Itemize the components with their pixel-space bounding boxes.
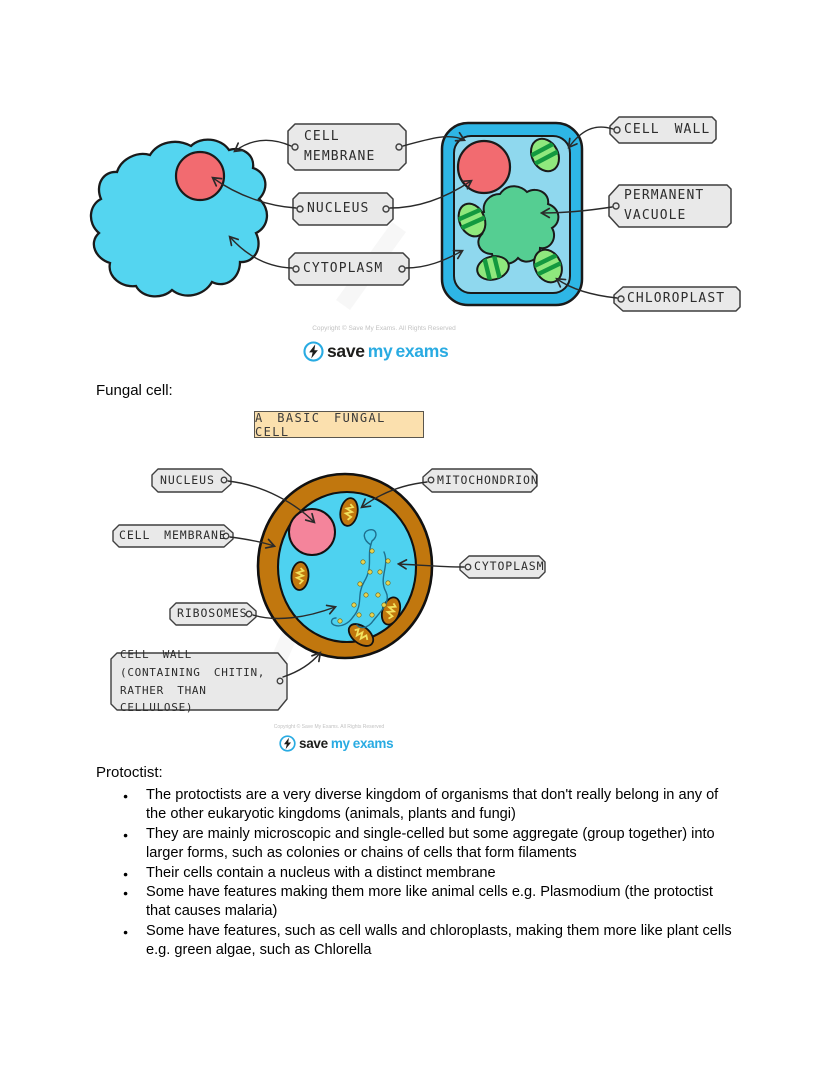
plant-cell <box>442 123 582 305</box>
copyright-line: Copyright © Save My Exams. All Rights Reserved <box>273 724 385 730</box>
logo-word-save: save <box>327 341 365 361</box>
logo-word-exams: exams <box>395 341 449 361</box>
fungal-label-cytoplasm: CYTOPLASM <box>474 559 545 574</box>
logo-word-exams: exams <box>352 736 394 751</box>
lightning-bolt-icon <box>303 341 324 362</box>
protoctist-heading: Protoctist: <box>96 764 163 781</box>
label-permanent-vacuole: PERMANENT VACUOLE <box>624 187 705 223</box>
label-cytoplasm: CYTOPLASM <box>303 260 384 276</box>
lightning-bolt-icon <box>279 735 296 752</box>
fungal-cell <box>258 474 432 658</box>
label-cell-wall: CELL WALL <box>624 121 711 137</box>
fungal-label-cell-wall: CELL WALL (CONTAINING CHITIN, RATHER THAN CELLULOSE) <box>120 647 266 715</box>
protoctist-bullet-list <box>122 786 737 961</box>
label-cell-membrane: CELL MEMBRANE <box>304 128 376 164</box>
fungal-nucleus <box>289 509 335 555</box>
logo-word-save: save <box>299 736 328 751</box>
label-nucleus: NUCLEUS <box>307 200 370 216</box>
list-item: ● Some have features, such as cell walls and chloroplasts, making them more like plant cells e.g. green algae, such as Chlorella <box>122 922 737 961</box>
fungal-label-ribosomes: RIBOSOMES <box>177 606 248 621</box>
list-item: ● The protoctists are a very diverse kingdom of organisms that don't really belong in any of the other eukaryotic kingdoms (animals, plants and fungi) <box>122 786 737 825</box>
plant-nucleus <box>458 141 510 193</box>
logo-word-my: my <box>367 341 393 361</box>
fungal-label-mitochondrion: MITOCHONDRION <box>437 472 539 487</box>
list-item: ● They are mainly microscopic and single-celled but some aggregate (group together) into larger forms, such as colonies or chains of cells that form filaments <box>122 825 737 864</box>
label-chloroplast: CHLOROPLAST <box>627 290 726 306</box>
list-item: ● Some have features making them more like animal cells e.g. Plasmodium (the protoctist that causes malaria) <box>122 883 737 922</box>
animal-nucleus <box>176 152 224 200</box>
animal-cell <box>91 140 267 297</box>
fungal-diagram-title: A BASIC FUNGAL CELL <box>254 411 424 438</box>
fungal-label-nucleus: NUCLEUS <box>160 472 215 487</box>
fungal-cell-heading: Fungal cell: <box>96 382 173 399</box>
copyright-line: Copyright © Save My Exams. All Rights Reserved <box>312 325 456 332</box>
list-item: ● Their cells contain a nucleus with a distinct membrane <box>122 864 737 883</box>
save-my-exams-logo <box>279 735 393 752</box>
save-my-exams-logo <box>303 341 448 362</box>
fungal-label-cell-membrane: CELL MEMBRANE <box>119 528 227 543</box>
logo-word-my: my <box>330 736 350 751</box>
